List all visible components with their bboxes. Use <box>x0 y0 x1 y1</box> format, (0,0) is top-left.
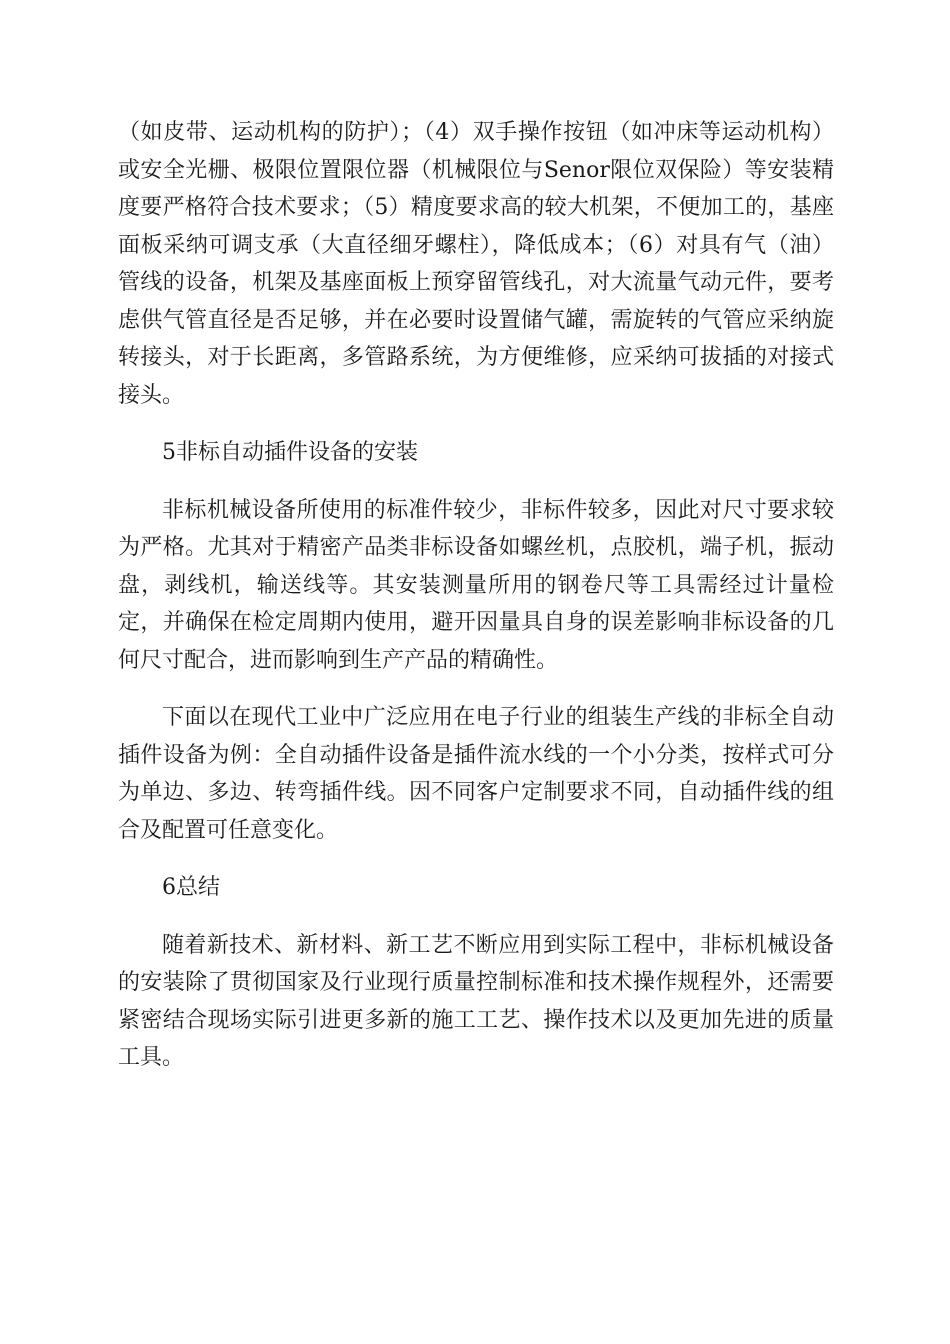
section-5-paragraph-1: 非标机械设备所使用的标准件较少，非标件较多，因此对尺寸要求较为严格。尤其对于精密产品类非标设备如螺丝机，点胶机，端子机，振动盘，剥线机，输送线等。其安装测量所用的钢卷尺等工具需经过计量检定，并确保在检定周期内使用，避开因量具自身的误差影响非标设备的几何尺寸配合，进而影响到生产产品的精确性。 <box>118 497 834 673</box>
section-5-heading: 5非标自动插件设备的安装 <box>162 440 418 465</box>
section-5-paragraph-2: 下面以在现代工业中广泛应用在电子行业的组装生产线的非标全自动插件设备为例：全自动插件设备是插件流水线的一个小分类，按样式可分为单边、多边、转弯插件线。因不同客户定制要求不同，自动插件线的组合及配置可任意变化。 <box>118 705 834 843</box>
section-6-heading: 6总结 <box>162 875 220 900</box>
paragraph-continuation: （如皮带、运动机构的防护）；（4）双手操作按钮（如冲床等运动机构）或安全光栅、极限位置限位器（机械限位与Senor限位双保险）等安装精度要严格符合技术要求；（5）精度要求高的较大机架，不便加工的，基座面板采纳可调支承（大直径细牙螺柱），降低成本；（6）对具有气（油）管线的设备，机架及基座面板上预穿留管线孔，对大流量气动元件，要考虑供气管直径是否足够，并在必要时设置储气罐，需旋转的气管应采纳旋转接头，对于长距离，多管路系统，为方便维修，应采纳可拔插的对接式接头。 <box>118 120 834 408</box>
section-6-paragraph-1: 随着新技术、新材料、新工艺不断应用到实际工程中，非标机械设备的安装除了贯彻国家及行业现行质量控制标准和技术操作规程外，还需要紧密结合现场实际引进更多新的施工工艺、操作技术以及更加先进的质量工具。 <box>118 932 834 1070</box>
document-page <box>118 114 834 1097</box>
